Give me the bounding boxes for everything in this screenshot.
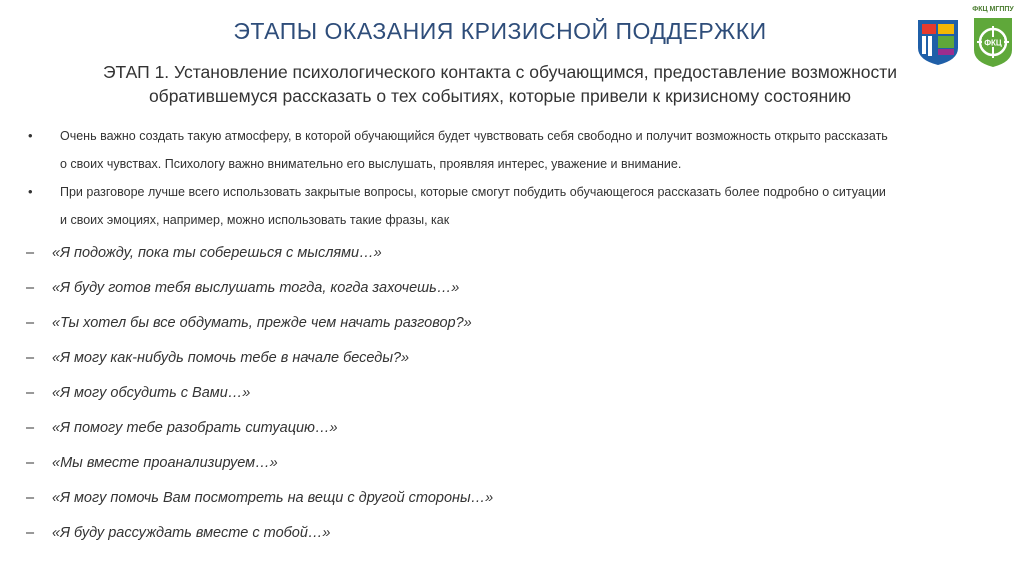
phrase-item (0, 446, 1024, 481)
bullet-text-line: Очень важно создать такую атмосферу, в которой обучающийся будет чувствовать себя свободно и получит возможность открыто рассказать (60, 129, 888, 143)
phrase-item (0, 516, 1024, 551)
stage-heading-line1: ЭТАП 1. Установление психологического контакта с обучающимся, предоставление возможности (102, 62, 898, 82)
phrase-text: «Я подожду, пока ты соберешься с мыслями…» (52, 245, 382, 261)
dash-marker: – (26, 280, 35, 296)
dash-marker: – (26, 385, 35, 401)
bullet-text-line: и своих эмоциях, например, можно использовать такие фразы, как (60, 213, 450, 227)
bullet-text-line: о своих чувствах. Психологу важно внимательно его выслушать, проявляя интерес, уважение и внимание. (60, 157, 682, 171)
phrase-text: «Я могу как-нибудь помочь тебе в начале беседы?» (52, 350, 410, 366)
phrase-text: «Я могу обсудить с Вами…» (52, 385, 251, 401)
phrase-item (0, 481, 1024, 516)
fkc-logo-label: ФКЦ МГППУ (972, 6, 1014, 13)
dash-marker: – (26, 420, 35, 436)
bullet-marker: • (28, 128, 33, 143)
fkc-logo-text: ФКЦ (984, 38, 1002, 48)
phrase-text: «Ты хотел бы все обдумать, прежде чем начать разговор?» (52, 315, 472, 331)
dash-marker: – (26, 350, 35, 366)
example-phrases-list (0, 236, 1024, 551)
phrase-item (0, 376, 1024, 411)
phrase-item (0, 306, 1024, 341)
phrase-text: «Я помогу тебе разобрать ситуацию…» (52, 420, 338, 436)
dash-marker: – (26, 525, 35, 541)
bullet-item (0, 178, 1024, 234)
phrase-item (0, 411, 1024, 446)
university-logo (916, 18, 960, 66)
dash-marker: – (26, 455, 35, 471)
phrase-text: «Я буду рассуждать вместе с тобой…» (52, 525, 331, 541)
dash-marker: – (26, 315, 35, 331)
stage-heading (60, 60, 940, 108)
stage-heading-line2: обратившемуся рассказать о тех событиях, которые привели к кризисному состоянию (148, 86, 852, 106)
phrase-item (0, 341, 1024, 376)
dash-marker: – (26, 490, 35, 506)
phrase-item (0, 271, 1024, 306)
fkc-logo (970, 6, 1016, 68)
phrase-text: «Я могу помочь Вам посмотреть на вещи с другой стороны…» (52, 490, 494, 506)
page-title: ЭТАПЫ ОКАЗАНИЯ КРИЗИСНОЙ ПОДДЕРЖКИ (233, 18, 767, 44)
phrase-item (0, 236, 1024, 271)
bullet-text-line: При разговоре лучше всего использовать закрытые вопросы, которые смогут побудить обучающегося рассказать более подробно о ситуации (60, 185, 886, 199)
bullet-item (0, 122, 1024, 178)
phrase-text: «Я буду готов тебя выслушать тогда, когда захочешь…» (52, 280, 460, 296)
dash-marker: – (26, 245, 35, 261)
bullet-list (0, 122, 1024, 234)
phrase-text: «Мы вместе проанализируем…» (52, 455, 278, 471)
bullet-marker: • (28, 184, 33, 199)
